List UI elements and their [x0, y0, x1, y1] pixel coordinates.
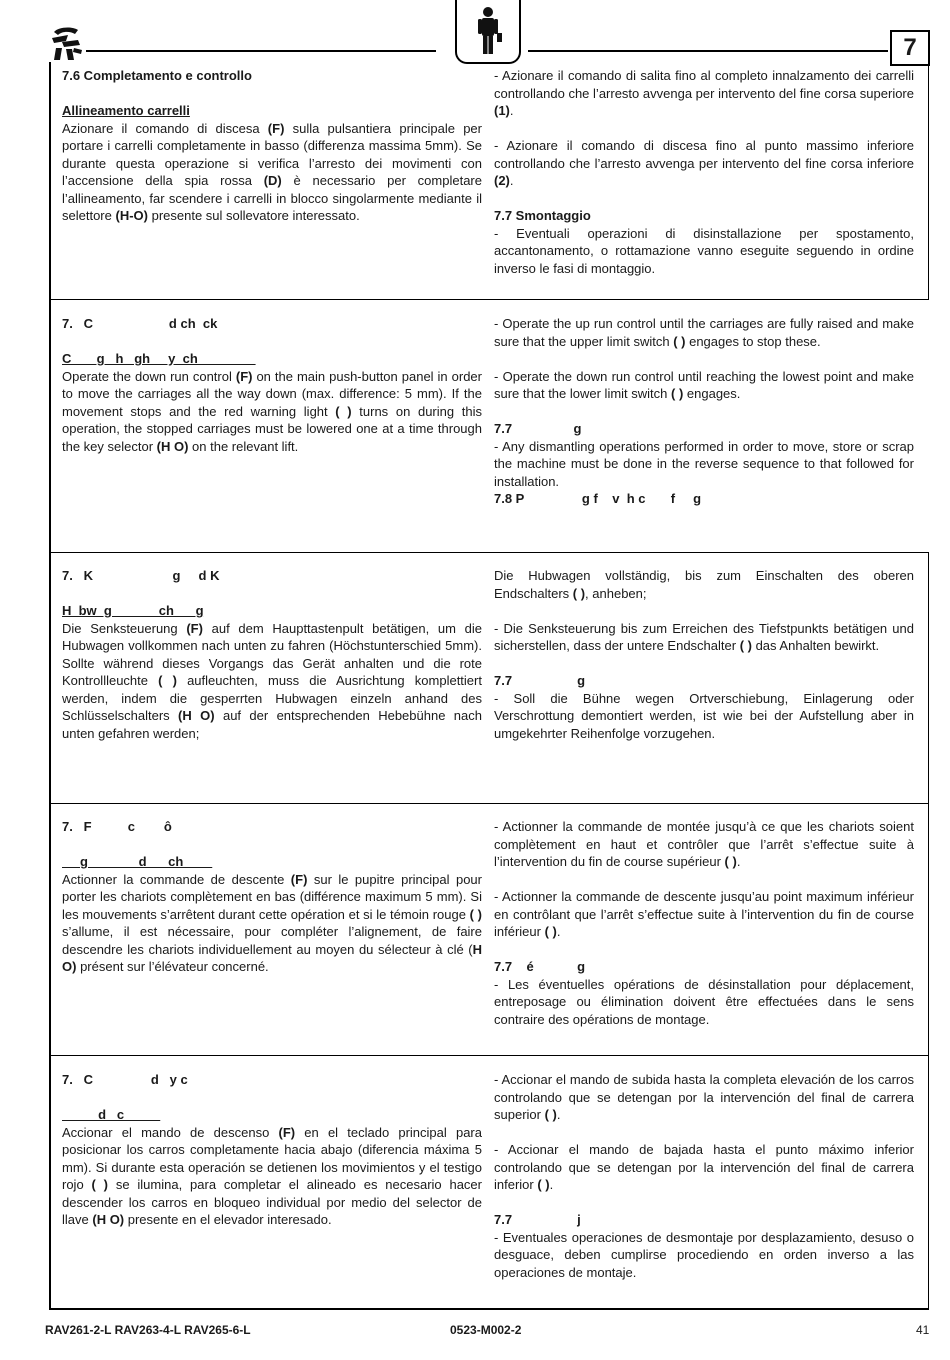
right-column	[494, 1071, 914, 1281]
section-heading: 7.7 g	[494, 673, 586, 688]
procedure-paragraph: - Operate the up run control until the carriages are fully raised and make sure that the upper limit switch ( ) engages to stop these.	[494, 316, 914, 349]
page-number: 41	[916, 1323, 930, 1337]
operator-pictogram-box	[455, 0, 521, 64]
left-column	[62, 315, 482, 455]
frame-right-border	[928, 803, 929, 1056]
left-column	[62, 567, 482, 742]
procedure-paragraph: - Accionar el mando de subida hasta la completa elevación de los carros controlando que se detengan por la intervención del final de carrera superior ( ).	[494, 1072, 914, 1122]
alignment-paragraph: Actionner la commande de descente (F) sur le pupitre principal pour porter les chariots complètement en bas (différence maximum 5 mm). Si les mouvements s’arrêtent durant cette opération et si le témoin rouge ( ) s’allume, il est nécessaire, pour compléter l’alignement, de faire descendre les chariots individuellement au moyen du sélecteur à clé (H O) présent sur l’élévateur concerné.	[62, 871, 483, 974]
procedure-paragraph: - Actionner la commande de descente jusqu’au point maximum inférieur en contrôlant que l’arrêt s’effectue suite à l’intervention du fin de course inférieur ( ).	[494, 889, 914, 939]
section-divider	[49, 299, 929, 300]
frame-right-border	[928, 62, 929, 300]
section-heading: 7.7 é g	[494, 959, 586, 974]
procedure-paragraph: Die Hubwagen vollständig, bis zum Einschalten des oberen Endschalters ( ), anheben;	[494, 568, 914, 601]
alignment-paragraph: Operate the down run control (F) on the main push-button panel in order to move the carriages all the way down (max. difference: 5 mm). If the movement stops and the red warning light ( ) turns on during this operation, the stopped carriages must be lowered one at a time through the key selector (H O) on the relevant lift.	[62, 368, 482, 454]
alignment-paragraph: Die Senksteuerung (F) auf dem Haupttastenpult betätigen, um die Hubwagen vollkommen nach unten zu fahren (Höchstunterschied 5mm). Sollte während dieses Vorgangs das Gerät anhalten und die rote Kontrollleuchte ( ) aufleuchten, muss die Ausrichtung komplettiert werden, indem die gesperrten Hubwagen einzeln anhand des Schlüsselschalters (H O) auf der entsprechenden Hebebühne nach unten gefahren werden;	[62, 620, 483, 741]
left-column	[62, 67, 482, 225]
frame-right-border	[928, 552, 929, 804]
left-column	[62, 1071, 482, 1229]
procedure-paragraph: - Azionare il comando di discesa fino al punto massimo inferiore controllando che l’arresto avvenga per intervento del fine corsa inferiore (2).	[494, 138, 914, 188]
section-heading: 7.7 Smontaggio	[494, 208, 591, 223]
procedure-paragraph: - Eventuali operazioni di disinstallazione per spostamento, accantonamento, o rottamazione vanno eseguite seguendo in ordine inverso le fasi di montaggio.	[494, 225, 914, 276]
header-rule-right	[528, 50, 888, 52]
subsection-heading: g d ch	[62, 854, 213, 869]
section-divider	[49, 552, 929, 553]
manufacturer-logo	[48, 24, 86, 62]
alignment-paragraph: Azionare il comando di discesa (F) sulla pulsantiera principale per portare i carrelli completamente in basso (differenza massima 5mm). Se durante questa operazione si verifica l’arresto dei movimenti con l’accensione della spia rossa (D) è necessario per completare l’allineamento, far scendere i carrelli in blocco singolarmente mediante il selettore (H-O) presente sul sollevatore interessato.	[62, 120, 482, 223]
alignment-paragraph: Accionar el mando de descenso (F) en el teclado principal para posicionar los carros completamente hacia abajo (diferencia máxima 5 mm). Si durante esta operación se detienen los movimientos y el testigo rojo ( ) se ilumina, para completar el alineado es necesario hacer descender los carros en bloqueo individual por medio del selector de llave (H O) presente en el elevador interesado.	[62, 1124, 482, 1227]
subsection-heading: Allineamento carrelli	[62, 103, 190, 118]
frame-left-border	[49, 62, 51, 1310]
operator-icon	[457, 0, 519, 62]
subsection-heading: H bw g ch g	[62, 603, 204, 618]
procedure-paragraph: - Operate the down run control until reaching the lowest point and make sure that the lower limit switch ( ) engages.	[494, 368, 914, 401]
frame-bottom-border	[49, 1308, 929, 1310]
frame-right-border	[928, 1055, 929, 1308]
subsection-heading: d c	[62, 1107, 161, 1122]
section-heading: 7. K g d K	[62, 568, 220, 583]
section-heading: 7.8 P g f v h c f g	[494, 491, 702, 506]
right-column	[494, 67, 914, 277]
section-heading: 7.7 j	[494, 1212, 581, 1227]
section-heading: 7. F c ô	[62, 819, 172, 834]
procedure-paragraph: - Les éventuelles opérations de désinstallation pour déplacement, entreposage ou élimination doivent être effectuées dans le sens contraire des opérations de montage.	[494, 976, 914, 1027]
section-heading: 7. C d y c	[62, 1072, 188, 1087]
section-heading: 7.7 g	[494, 421, 582, 436]
right-column	[494, 315, 914, 508]
subsection-heading: C g h gh y ch	[62, 351, 256, 366]
section-heading: 7. C d ch ck	[62, 316, 218, 331]
footer-model-list: RAV261-2-L RAV263-4-L RAV265-6-L	[45, 1323, 251, 1337]
procedure-paragraph: - Eventuales operaciones de desmontaje por desplazamiento, desuso o desguace, deben cumplirse procediendo en orden inverso a las operaciones de montaje.	[494, 1229, 914, 1280]
section-divider	[49, 1055, 929, 1056]
section-heading: 7.6 Completamento e controllo	[62, 68, 252, 83]
procedure-paragraph: - Actionner la commande de montée jusqu’à ce que les chariots soient complètement en haut et contrôler que l’arrêt s’effectue suite à l’intervention du fin de course supérieur ( ).	[494, 819, 914, 869]
right-column	[494, 818, 914, 1028]
procedure-paragraph: - Soll die Bühne wegen Ortverschiebung, Einlagerung oder Verschrottung demontiert werden, ist wie bei der Aufstellung aber in umgekehrter Reihenfolge vorzugehen.	[494, 690, 914, 741]
procedure-paragraph: - Die Senksteuerung bis zum Erreichen des Tiefstpunkts betätigen und sicherstellen, dass der untere Endschalter ( ) das Anhalten bewirkt.	[494, 620, 914, 653]
section-divider	[49, 803, 929, 804]
procedure-paragraph: - Any dismantling operations performed in order to move, store or scrap the machine must be done in the reverse sequence to that followed for installation.	[494, 438, 914, 489]
header-rule-left	[86, 50, 436, 52]
left-column	[62, 818, 482, 976]
footer-document-code: 0523-M002-2	[450, 1323, 522, 1337]
right-column	[494, 567, 914, 742]
procedure-paragraph: - Azionare il comando di salita fino al completo innalzamento dei carrelli controllando che l’arresto avvenga per intervento del fine corsa superiore (1).	[494, 68, 914, 118]
chapter-number: 7	[890, 30, 930, 66]
procedure-paragraph: - Accionar el mando de bajada hasta el punto máximo inferior controlando que se detengan por la intervención del final de carrera inferior ( ).	[494, 1142, 914, 1192]
